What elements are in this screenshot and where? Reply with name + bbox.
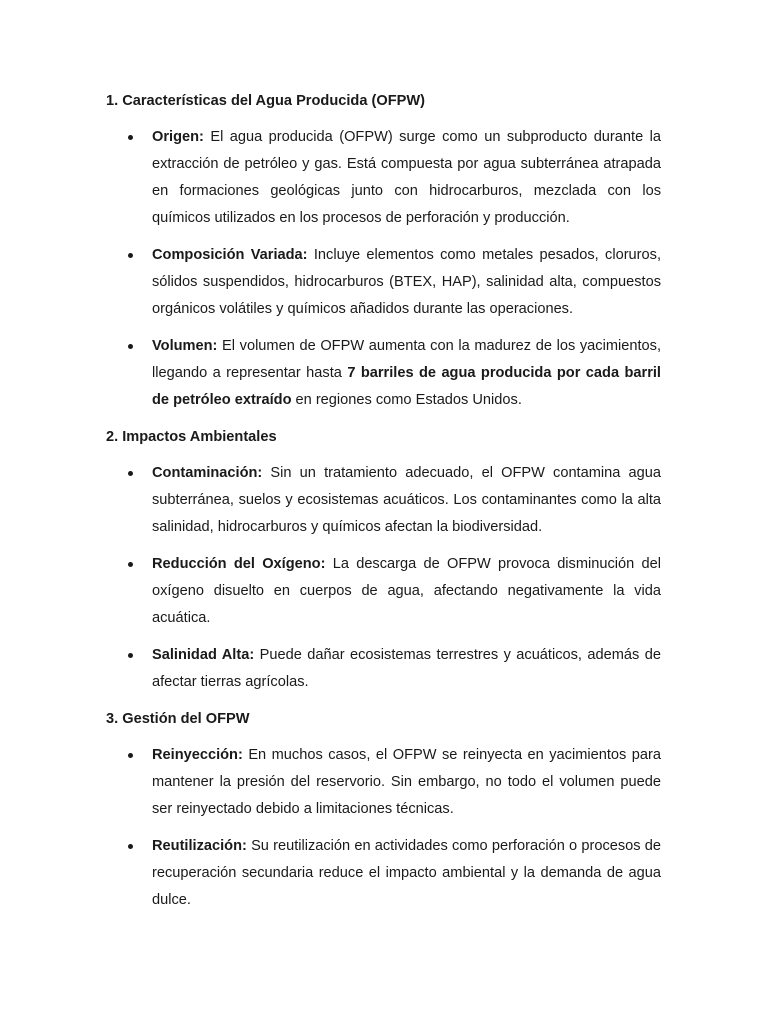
bullet-icon bbox=[128, 753, 133, 758]
list-item-text bbox=[152, 242, 661, 323]
section-heading-gestion: 3. Gestión del OFPW bbox=[106, 711, 250, 727]
item-description-end: en regiones como Estados Unidos. bbox=[291, 392, 522, 408]
document-body bbox=[106, 88, 661, 924]
item-description: Puede dañar ecosistemas terrestres y acuáticos, además de afectar tierras agrícolas. bbox=[152, 647, 661, 690]
bullet-icon bbox=[128, 844, 133, 849]
section-heading-caracteristicas: 1. Características del Agua Producida (OFPW) bbox=[106, 93, 425, 109]
item-term: Salinidad Alta: bbox=[152, 647, 255, 663]
item-description: Incluye elementos como metales pesados, cloruros, sólidos suspendidos, hidrocarburos (BTEX, HAP), salinidad alta, compuestos orgánicos volátiles y químicos añadidos durante las operaciones. bbox=[152, 247, 662, 317]
list-item-volumen bbox=[106, 333, 661, 414]
bullet-list-caracteristicas bbox=[106, 124, 661, 414]
bullet-list-impactos bbox=[106, 460, 661, 696]
item-term: Origen: bbox=[152, 129, 204, 145]
bullet-icon bbox=[128, 344, 133, 349]
bullet-list-gestion bbox=[106, 742, 661, 914]
list-item-salinidad bbox=[106, 642, 661, 696]
list-item-text bbox=[152, 642, 661, 696]
list-item-text bbox=[152, 460, 661, 541]
bullet-icon bbox=[128, 471, 133, 476]
bullet-icon bbox=[128, 135, 133, 140]
item-description: Su reutilización en actividades como perforación o procesos de recuperación secundaria reduce el impacto ambiental y la demanda de agua dulce. bbox=[152, 838, 661, 908]
list-item-origen bbox=[106, 124, 661, 232]
list-item-reinyeccion bbox=[106, 742, 661, 823]
bullet-icon bbox=[128, 253, 133, 258]
list-item-contaminacion bbox=[106, 460, 661, 541]
item-term: Reducción del Oxígeno: bbox=[152, 556, 326, 572]
item-description: El agua producida (OFPW) surge como un subproducto durante la extracción de petróleo y gas. Está compuesta por agua subterránea atrapada en formaciones geológicas junto con hidrocarburos, mezclada con los químicos utilizados en los procesos de perforación y producción. bbox=[152, 129, 661, 226]
item-term: Reutilización: bbox=[152, 838, 247, 854]
list-item-text bbox=[152, 333, 661, 414]
list-item-text bbox=[152, 742, 661, 823]
item-term: Contaminación: bbox=[152, 465, 263, 481]
item-description: La descarga de OFPW provoca disminución del oxígeno disuelto en cuerpos de agua, afectando negativamente la vida acuática. bbox=[152, 556, 661, 626]
list-item-reutilizacion bbox=[106, 833, 661, 914]
item-term: Composición Variada: bbox=[152, 247, 308, 263]
list-item-text bbox=[152, 833, 661, 914]
item-description: En muchos casos, el OFPW se reinyecta en yacimientos para mantener la presión del reservorio. Sin embargo, no todo el volumen puede ser reinyectado debido a limitaciones técnicas. bbox=[152, 747, 661, 817]
list-item-composicion bbox=[106, 242, 661, 323]
bullet-icon bbox=[128, 562, 133, 567]
bullet-icon bbox=[128, 653, 133, 658]
item-term: Volumen: bbox=[152, 338, 218, 354]
item-emphasis: 7 barriles de agua producida por cada barril de petróleo extraído bbox=[152, 365, 661, 408]
list-item-text bbox=[152, 124, 661, 232]
item-term: Reinyección: bbox=[152, 747, 243, 763]
section-heading-impactos: 2. Impactos Ambientales bbox=[106, 429, 277, 445]
item-description: El volumen de OFPW aumenta con la madurez de los yacimientos, llegando a representar hasta bbox=[152, 338, 661, 381]
list-item-text bbox=[152, 551, 661, 632]
list-item-reduccion-oxigeno bbox=[106, 551, 661, 632]
item-description: Sin un tratamiento adecuado, el OFPW contamina agua subterránea, suelos y ecosistemas acuáticos. Los contaminantes como la alta salinidad, hidrocarburos y químicos afectan la biodiversidad. bbox=[152, 465, 661, 535]
